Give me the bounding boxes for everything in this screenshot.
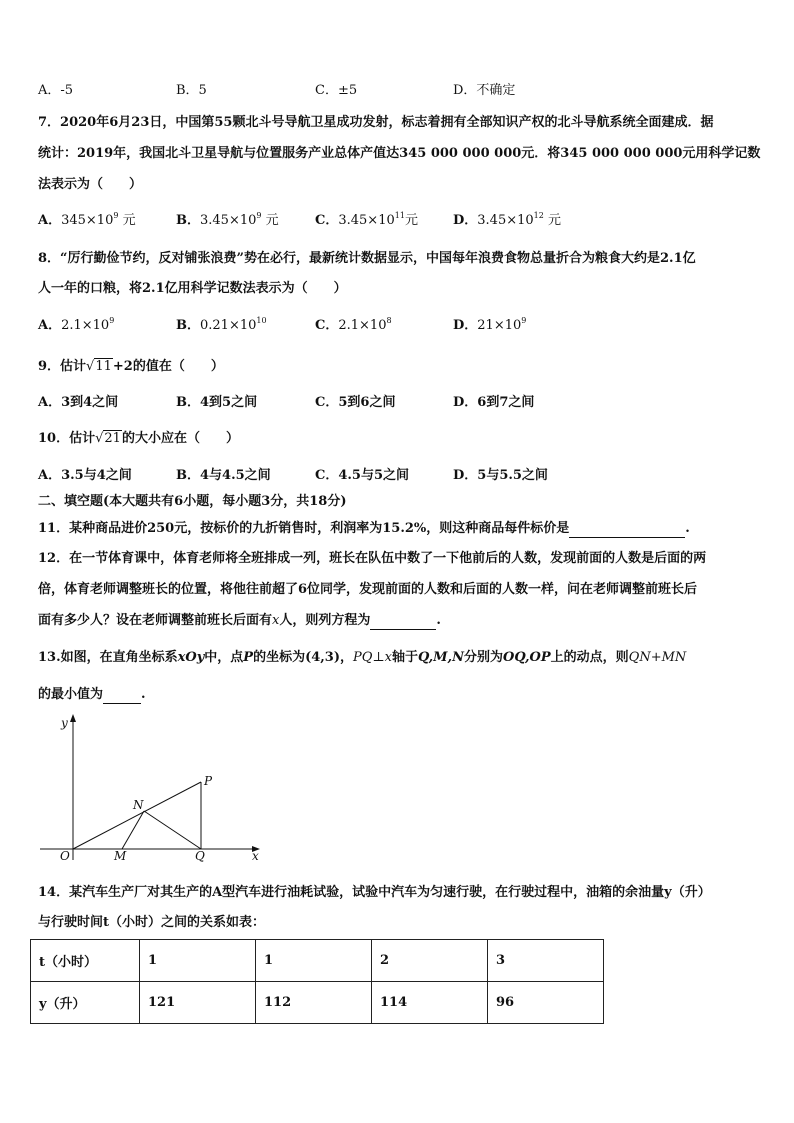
table-row: [31, 940, 604, 982]
q10-options: [38, 467, 758, 485]
q7-option-d: D．$3.45\times 10^{12}$ 元: [453, 211, 561, 228]
label-o: O: [60, 849, 70, 863]
q7-text-line-2: 统计：2019年，我国北斗卫星导航与位置服务产业总体产值达345 000 000 000元．将345 000 000 000元用科学记数: [38, 146, 761, 161]
label-x: x: [252, 849, 259, 863]
q14-text-line-2: 与行驶时间t（小时）之间的关系如表：: [38, 915, 266, 930]
q8-option-a: A．$2.1\times 10^9$: [38, 316, 115, 333]
q7-option-a: A．$345\times 10^9$ 元: [38, 211, 136, 228]
table-cell: 1: [140, 940, 256, 982]
q9-option-a: A．3到4之间: [38, 395, 119, 410]
q13-coordinate-figure: [36, 712, 266, 868]
segment-mn: [122, 811, 144, 849]
q7-text-line-3: 法表示为（ ）: [38, 177, 143, 192]
q12-text-line-2: 倍，体育老师调整班长的位置，将他往前超了6位同学，发现前面的人数和后面的人数一样，问在老师调整前班长后: [38, 582, 698, 597]
label-n: N: [133, 798, 144, 812]
q8-option-c: C．$2.1\times 10^8$: [315, 316, 392, 333]
q6-option-a: A．-5: [38, 83, 74, 98]
table-cell: 114: [372, 982, 488, 1024]
q7-option-c: C．$3.45\times 10^{11}$元: [315, 211, 418, 228]
q13-text-line-2: 的最小值为 .: [38, 687, 146, 702]
q12-text-line-3: 面有多少人？设在老师调整前班长后面有x人，则列方程为 .: [38, 613, 441, 628]
table-cell: y（升）: [31, 982, 140, 1024]
table-cell: 121: [140, 982, 256, 1024]
table-cell: 96: [488, 982, 604, 1024]
q6-option-d: D．不确定: [453, 83, 516, 98]
q10-option-d: D．5与5.5之间: [453, 468, 548, 483]
q10-option-a: A．3.5与4之间: [38, 468, 132, 483]
q12-text-line-1: 12．在一节体育课中，体育老师将全班排成一列，班长在队伍中数了一下他前后的人数，发现前面的人数是后面的两: [38, 551, 707, 566]
q13-answer-blank[interactable]: [103, 703, 141, 704]
q11-answer-blank[interactable]: [569, 537, 685, 538]
q10-text: 10．估计√21的大小应在（ ）: [38, 431, 239, 446]
q9-text: 9．估计√11+2的值在（ ）: [38, 359, 224, 374]
q10-option-c: C．4.5与5之间: [315, 468, 410, 483]
q8-text-line-2: 人一年的口粮，将2.1亿用科学记数法表示为（ ）: [38, 281, 347, 296]
q8-option-b: B．$0.21\times 10^{10}$: [176, 316, 267, 333]
q13-text-line-1: 13.如图，在直角坐标系xOy中，点P的坐标为(4,3)，PQ⊥x轴于Q,M,N分别为OQ,OP上的动点，则QN+MN: [38, 650, 687, 665]
q6-options: [38, 82, 758, 100]
label-y: y: [61, 716, 68, 730]
table-cell: 112: [256, 982, 372, 1024]
q8-option-d: D．$21\times 10^9$: [453, 316, 527, 333]
table-cell: 3: [488, 940, 604, 982]
q8-text-line-1: 8．“厉行勤俭节约，反对铺张浪费”势在必行，最新统计数据显示，中国每年浪费食物总量折合为粮食大约是2.1亿: [38, 251, 696, 266]
segment-op: [73, 782, 201, 849]
label-p: P: [204, 774, 213, 788]
q7-option-b: B．$3.45\times 10^9$ 元: [176, 211, 279, 228]
segment-nq: [144, 811, 201, 849]
q9-option-d: D．6到7之间: [453, 395, 535, 410]
q8-options: [38, 317, 758, 335]
label-q: Q: [195, 849, 205, 863]
q9-radicand: 11: [95, 359, 112, 374]
section-heading: 二、填空题(本大题共有6小题，每小题3分，共18分): [38, 494, 347, 509]
q7-options: [38, 212, 758, 230]
q9-options: [38, 394, 758, 412]
table-row: [31, 982, 604, 1024]
label-m: M: [114, 849, 127, 863]
q11-text: 11．某种商品进价250元，按标价的九折销售时，利润率为15.2%，则这种商品每件标价是 .: [38, 521, 690, 536]
q7-text-line-1: 7．2020年6月23日，中国第55颗北斗号导航卫星成功发射，标志着拥有全部知识产权的北斗导航系统全面建成．据: [38, 115, 714, 130]
q10-option-b: B．4与4.5之间: [176, 468, 271, 483]
q10-radicand: 21: [104, 431, 121, 446]
q14-data-table: [30, 939, 604, 1024]
q6-option-c: C．±5: [315, 83, 358, 98]
q12-answer-blank[interactable]: [370, 629, 436, 630]
table-cell: t（小时）: [31, 940, 140, 982]
table-cell: 1: [256, 940, 372, 982]
y-axis-arrow-icon: [70, 714, 76, 722]
q9-option-c: C．5到6之间: [315, 395, 396, 410]
q9-option-b: B．4到5之间: [176, 395, 258, 410]
q6-option-b: B．5: [176, 83, 207, 98]
q14-text-line-1: 14．某汽车生产厂对其生产的A型汽车进行油耗试验，试验中汽车为匀速行驶，在行驶过程中，油箱的余油量y（升）: [38, 885, 711, 900]
table-cell: 2: [372, 940, 488, 982]
